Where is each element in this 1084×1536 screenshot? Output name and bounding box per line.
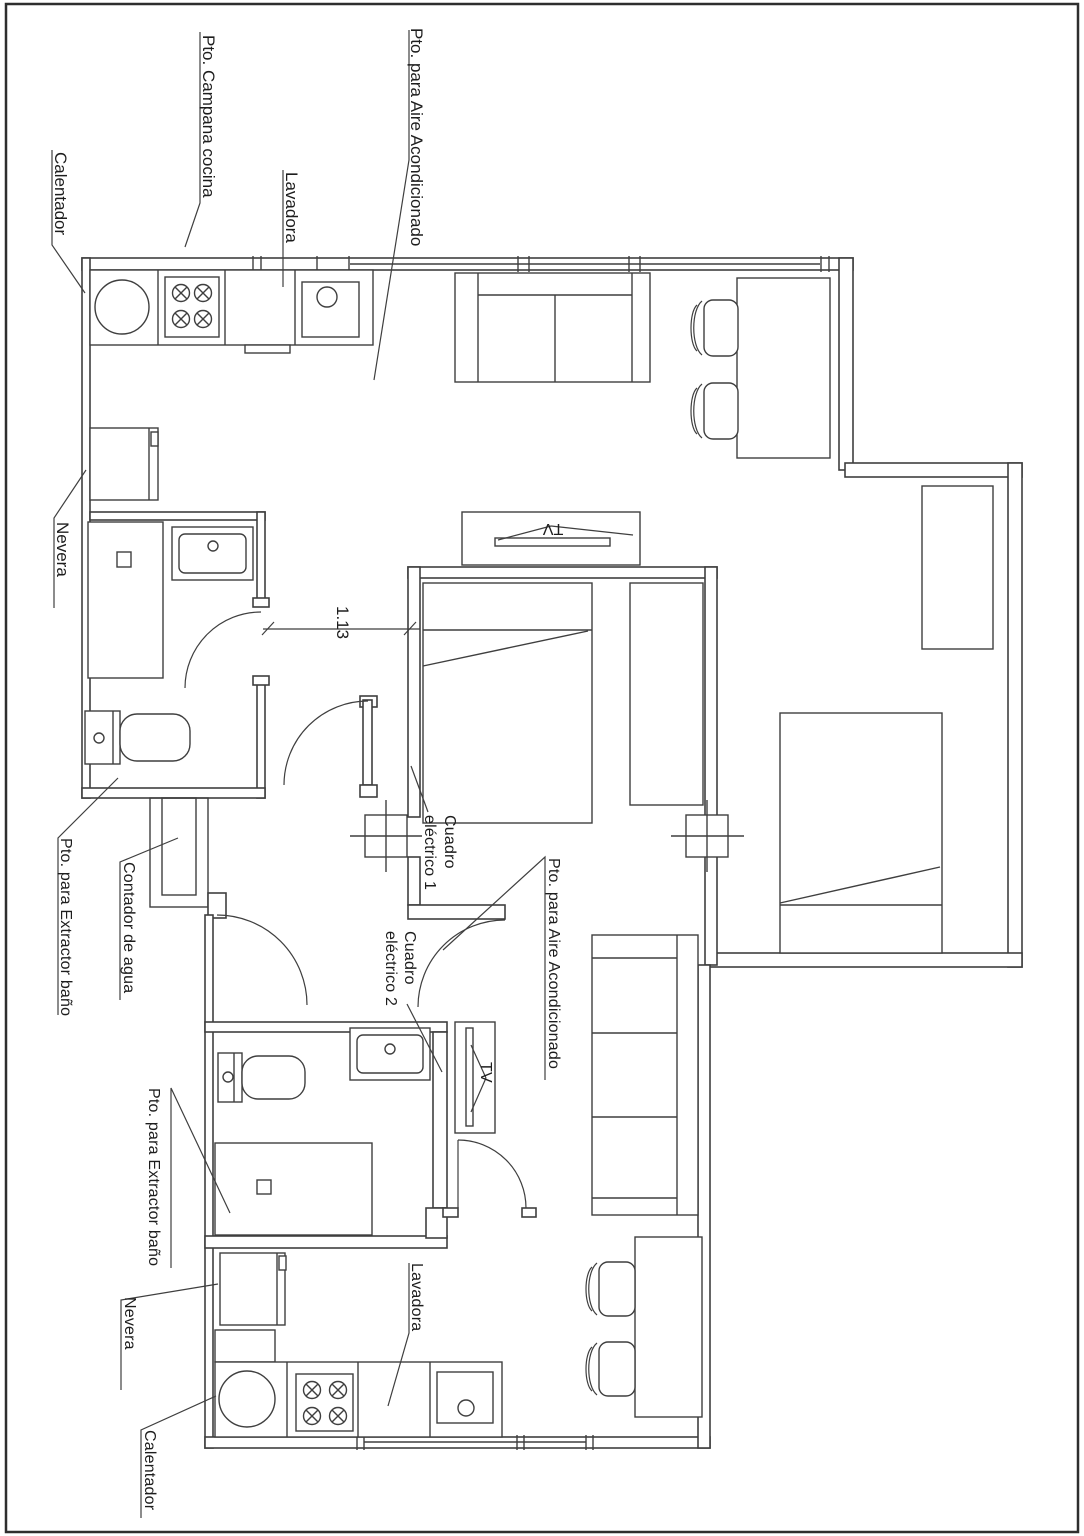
label-tv-bottom: TV	[477, 1062, 494, 1083]
fridge2	[220, 1253, 286, 1325]
label-lavadora-top: Lavadora	[282, 172, 301, 243]
label-nevera-top: Nevera	[53, 522, 72, 577]
dining-table1	[737, 278, 830, 458]
label-campana: Pto. Campana cocina	[199, 35, 218, 198]
toilet2	[218, 1053, 305, 1102]
chair1a	[691, 300, 738, 356]
dining-table2	[635, 1237, 702, 1417]
water-heater2-symbol	[219, 1371, 275, 1427]
dimension-text: 1.13	[333, 606, 352, 640]
kitchen2-counter	[215, 1362, 502, 1437]
shower1	[88, 522, 163, 678]
label-cuadro2-line1: Cuadro	[401, 931, 418, 985]
water-heater1-symbol	[95, 280, 149, 334]
stove2-symbol	[296, 1374, 353, 1431]
kitchen2-cabinet	[215, 1330, 275, 1362]
tv-cabinet1	[462, 512, 640, 565]
washbasin2	[350, 1028, 430, 1080]
label-aire-top: Pto. para Aire Acondicionado	[407, 28, 426, 247]
shower2	[215, 1143, 372, 1235]
label-tv-top: TV	[542, 520, 564, 537]
fridge1	[90, 428, 158, 500]
toilet1	[85, 711, 190, 764]
label-cuadro1-line2: eléctrico 1	[421, 815, 438, 891]
label-calentador-bottom: Calentador	[141, 1430, 158, 1511]
dimension-corridor	[262, 606, 420, 639]
bathroom1-fixtures	[85, 522, 253, 764]
chair1b	[691, 383, 738, 439]
washbasin1	[172, 527, 253, 580]
chair2a	[586, 1262, 635, 1316]
label-contador: Contador de agua	[120, 862, 137, 994]
door-bathroom1	[185, 612, 261, 688]
label-extractor-bottom: Pto. para Extractor baño	[145, 1088, 162, 1267]
wardrobe2	[922, 486, 993, 649]
sofa2	[592, 935, 698, 1215]
bathroom2-fixtures	[215, 1028, 430, 1235]
label-cuadro2-line2: eléctrico 2	[382, 931, 399, 1007]
label-cuadro1-line1: Cuadro	[441, 815, 458, 869]
wardrobe1	[630, 583, 703, 805]
chair2b	[586, 1342, 635, 1396]
door-bathroom2	[458, 1140, 526, 1208]
sofa1	[455, 273, 650, 382]
bed1	[423, 583, 592, 823]
stove1-symbol	[165, 277, 219, 337]
label-aire-mid: Pto. para Aire Acondicionado	[545, 858, 562, 1070]
kitchen1-counter	[90, 270, 373, 353]
structural-pillar-right	[671, 800, 744, 872]
label-lavadora-bottom: Lavadora	[408, 1263, 425, 1332]
sink1-symbol	[302, 282, 359, 337]
sink2-symbol	[437, 1372, 493, 1423]
label-nevera-bottom: Nevera	[121, 1297, 138, 1350]
door-building-corridor	[217, 915, 307, 1005]
water-meter-shaft	[150, 798, 208, 907]
bed2	[780, 713, 942, 953]
label-calentador-top: Calentador	[51, 152, 70, 236]
label-extractor-top: Pto. para Extractor baño	[57, 838, 74, 1017]
door-corridor-apartment1	[284, 696, 377, 797]
